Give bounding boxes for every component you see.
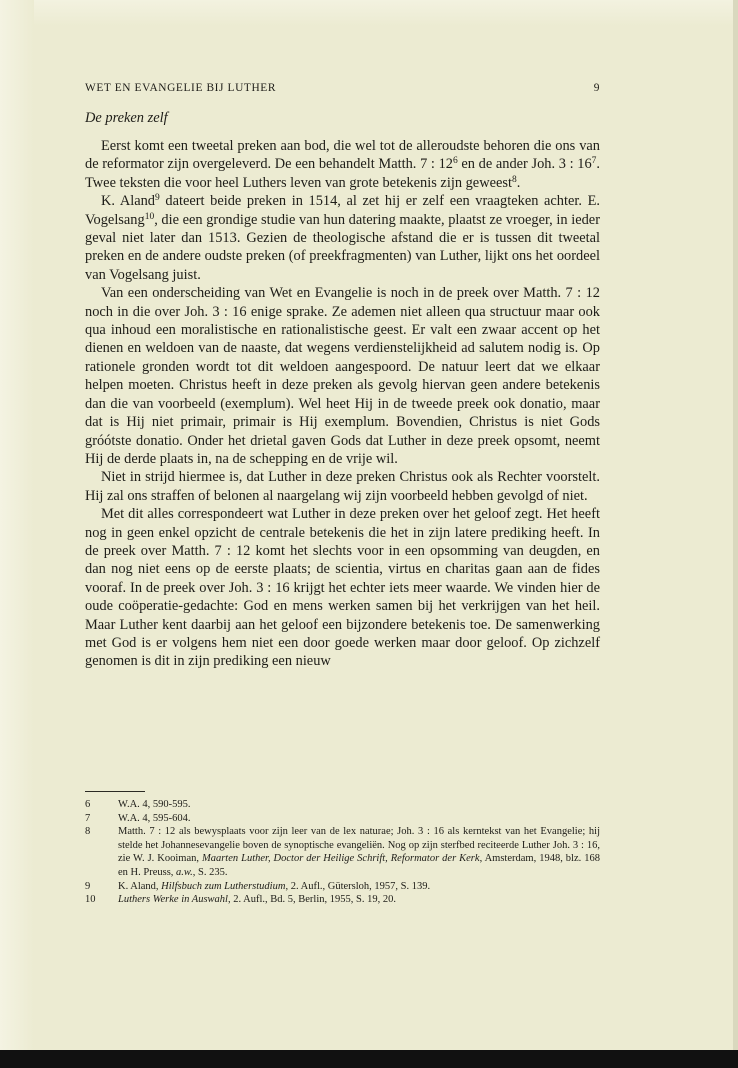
footnote — [85, 880, 600, 894]
footnote-segment: , S. 235. — [192, 866, 228, 878]
footnote — [85, 825, 600, 879]
paragraph — [85, 192, 600, 284]
footnote-reference: 8 — [511, 174, 517, 185]
page-left-edge — [0, 0, 34, 1050]
footnote-number: 7 — [85, 812, 91, 824]
footnote-title: Maarten Luther, Doctor der Heilige Schrift, Reformator der Kerk — [201, 853, 480, 865]
paragraph-text: Met dit alles correspondeert wat Luther in deze preken over het geloof zegt. Het heeft nog in geen enkel opzicht de centrale betekenis die het in zijn latere prediking heeft. In de preek over Matth. 7 : 12 komt het slechts voor in een opsomming van deugden, en dan nog niet eens op de eerste plaats; de scientia, virtus en charitas gaan aan de fides vooraf. In de preek over Joh. 3 : 16 krijgt het echter iets meer waarde. We vinden hier de oude coöperatie-gedachte: God en mens werken samen bij het verkrijgen van het heil. Maar Luther kent daarbij aan het geloof een bijzondere betekenis toe. De samenwerking met God is er volgens hem niet een door goede werken maar door geloof. Op zichzelf genomen is dit in zijn prediking een nieuw — [85, 506, 600, 670]
paragraph-text: Eerst komt een tweetal preken aan bod, die wel tot de alleroudste behoren die ons van de reformator zijn overgeleverd. De een behandelt Matth. 7 : 12 — [85, 138, 600, 173]
footnote-number: 6 — [85, 799, 91, 810]
footnote-text — [118, 826, 600, 878]
paragraph-text: en de ander Joh. 3 : 16 — [457, 156, 592, 173]
section-heading: De preken zelf — [85, 110, 168, 126]
paragraph-text: . — [516, 174, 521, 191]
scan-bottom-border — [0, 1050, 738, 1068]
running-head — [85, 82, 600, 100]
footnote-number: 9 — [85, 880, 91, 892]
paragraph — [85, 284, 600, 468]
paragraph-text: . Twee teksten die voor heel Luthers leven van grote betekenis zijn geweest — [85, 156, 601, 191]
footnote — [85, 798, 600, 812]
footnote-text — [118, 894, 396, 905]
footnote-segment: , Amsterdam, 1948, blz. 168 en H. Preuss, — [118, 853, 600, 878]
paragraph-text: dateert beide preken in 1514, al zet hij er zelf een vraagteken achter. E. Vogelsang — [85, 193, 600, 228]
footnote-title: a.w. — [176, 866, 193, 878]
footnote-title: Luthers Werke in Auswahl — [118, 894, 228, 906]
footnote-text — [118, 813, 191, 824]
footnote-text — [118, 881, 430, 892]
footnote-text — [118, 799, 191, 810]
footnote-reference: 9 — [155, 193, 160, 204]
footnote-segment: , 2. Aufl., Gütersloh, 1957, S. 139. — [285, 880, 431, 892]
paragraph — [85, 137, 600, 192]
footnote-reference: 10 — [144, 211, 155, 222]
footnote-number: 10 — [85, 894, 96, 906]
paragraph-text: Niet in strijd hiermee is, dat Luther in deze preken Christus ook als Rechter voorstelt. Hij zal ons straffen of belonen al naargelang wij zijn voorbeeld hebben gevolgd of niet. — [85, 469, 600, 504]
running-head-title: WET EN EVANGELIE BIJ LUTHER — [85, 82, 277, 94]
paragraph-text: K. Aland — [101, 193, 155, 210]
paragraph — [85, 468, 600, 505]
footnote-segment: K. Aland, — [118, 880, 162, 892]
footnote — [85, 893, 600, 907]
footnote-title: Hilfsbuch zum Lutherstudium — [161, 880, 286, 892]
page-right-edge — [733, 0, 738, 1068]
footnote-reference: 6 — [452, 156, 458, 167]
footnotes — [85, 798, 600, 907]
footnote-segment: Matth. 7 : 12 als bewysplaats voor zijn leer van de lex naturae; Joh. 3 : 16 als kerntekst van het Evangelie; hij stelde het Johannesevangelie boven de synoptische evangeliën. Nog op zijn sterfbed reciteerde Luther Joh. 3 : 16, zie W. J. Kooiman, — [118, 826, 600, 865]
footnote-segment: , 2. Aufl., Bd. 5, Berlin, 1955, S. 19, 20. — [227, 894, 396, 906]
footnote-separator — [85, 791, 145, 792]
paragraph-text: Van een onderscheiding van Wet en Evangelie is noch in de preek over Matth. 7 : 12 noch in die over Joh. 3 : 16 enige sprake. Ze ademen niet alleen qua structuur maar ook qua inhoud een moralistische en rationalistische geest. Er valt een zwaar accent op het dienen en weldoen van de naaste, dat wegens verdienstelijkheid ad salutem nodig is. Op rationele gronden wordt tot dit weldoen aangespoord. De natuur leert dat we elkaar helpen moeten. Christus heeft in deze preken als gevolg hiervan geen andere betekenis dan die van voorbeeld (exemplum). Wel heet Hij in de tweede preek ook donatio, maar dat is Hij niet primair, primair is Hij exemplum. Bovendien, Christus is niet Gods gróótste donatio. Onder het drietal gaven Gods dat Luther in deze preek opsomt, neemt Hij de derde plaats in, na de schepping en de vrije wil. — [85, 285, 600, 467]
footnote — [85, 812, 600, 826]
body-text — [85, 137, 600, 671]
footnote-reference: 7 — [591, 156, 597, 167]
page-number: 9 — [593, 82, 600, 94]
paragraph-text: , die een grondige studie van hun datering maakte, plaatst ze vroeger, in ieder geval niet later dan 1513. Gezien de theologische afstand die er is tussen dit tweetal preken en de andere oudste preken (of preekfragmenten) van Luther, lijkt ons het oordeel van Vogelsang juist. — [85, 211, 600, 283]
footnote-number: 8 — [85, 826, 91, 838]
footnote-segment: W.A. 4, 595-604. — [118, 812, 191, 824]
page-top-edge — [0, 0, 738, 26]
paragraph — [85, 505, 600, 671]
footnote-segment: W.A. 4, 590-595. — [118, 799, 191, 810]
